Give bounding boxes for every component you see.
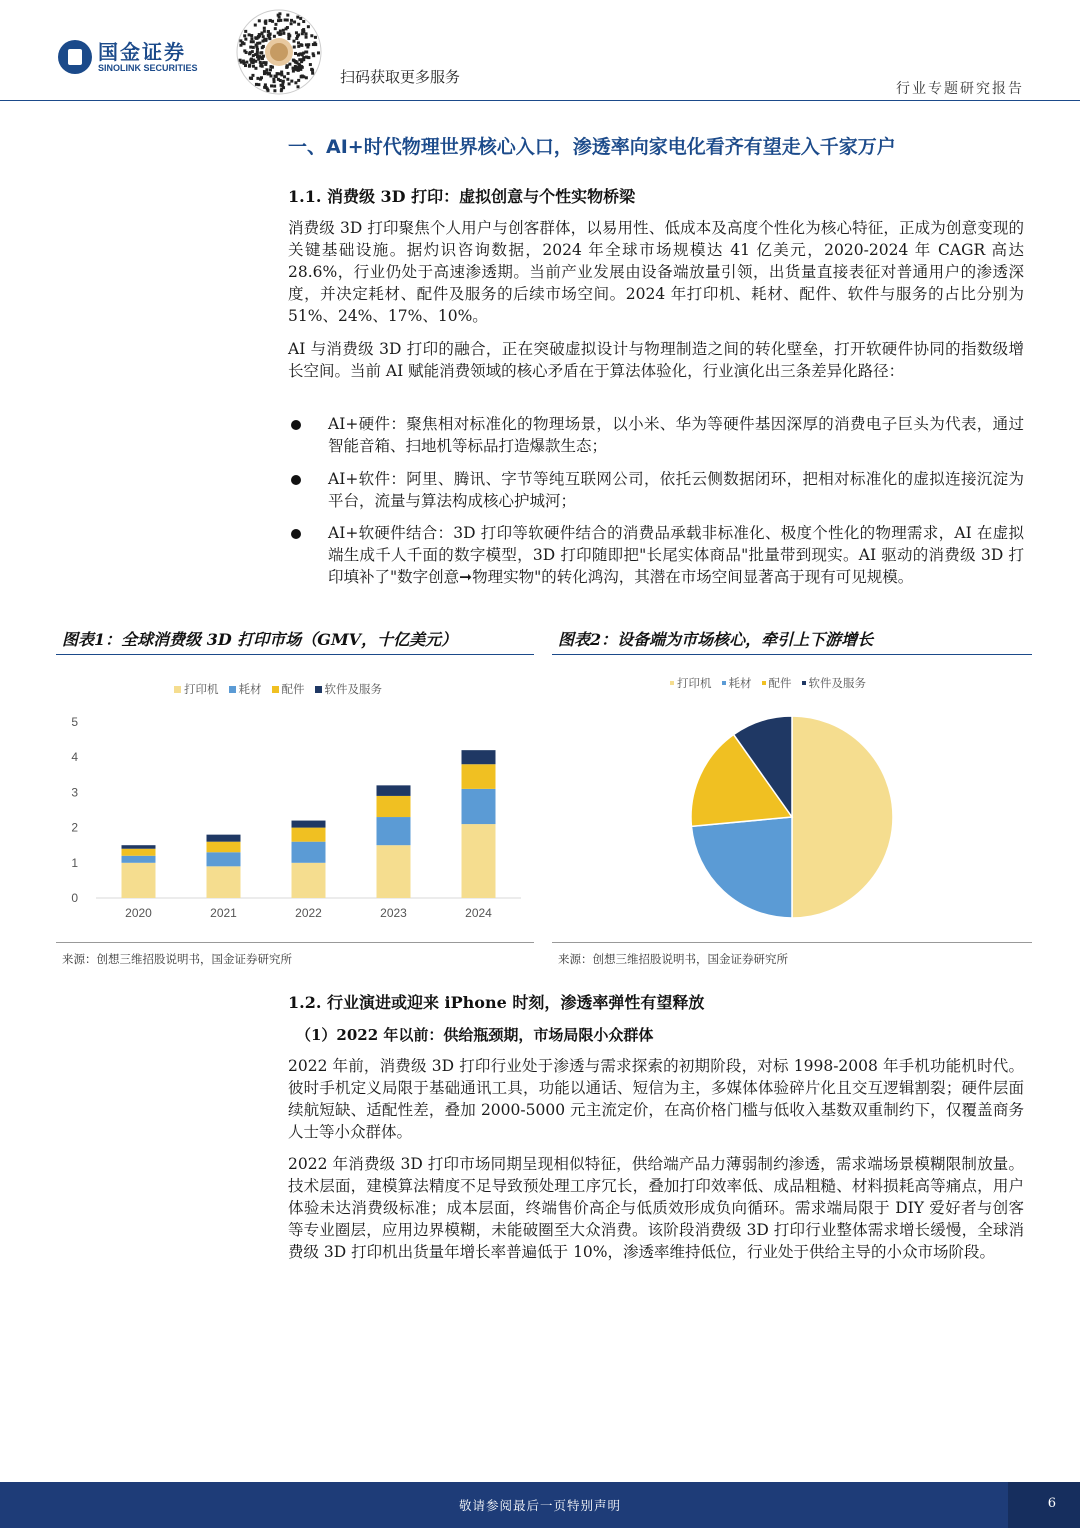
legend-swatch [802,681,806,685]
company-logo [58,40,198,74]
figure-2-top-rule [552,654,1032,655]
legend-item [802,675,867,691]
bar-segment [122,863,156,898]
figure-1-top-rule [56,654,534,655]
bar-segment [122,856,156,863]
footer-page-box [1008,1482,1080,1528]
legend-label: 软件及服务 [324,682,382,696]
figure-2-bottom-rule [552,942,1032,943]
legend-item [174,681,219,697]
y-tick-label: 2 [71,820,78,835]
legend-label: 配件 [281,682,305,696]
pie-chart [690,715,894,919]
bar-segment [122,845,156,849]
bullet-item [288,468,1024,512]
bar-segment [377,785,411,796]
legend-swatch [272,686,279,693]
legend-label: 耗材 [728,676,752,690]
bullet-item [288,413,1024,457]
qr-caption: 扫码获取更多服务 [340,68,461,86]
bullet-dot-icon [291,475,301,485]
bar-segment [377,845,411,898]
logo-cn-text: 国金证券 [98,39,186,64]
subsection-1-1-title: 1.1. 消费级 3D 打印：虚拟创意与个性实物桥梁 [288,187,636,206]
bullet-text: AI+软件：阿里、腾讯、字节等纯互联网公司，依托云侧数据闭环，把相对标准化的虚拟连接沉淀为平台，流量与算法构成核心护城河； [328,470,1024,510]
figure-1-source: 来源：创想三维招股说明书，国金证券研究所 [62,952,292,966]
legend-swatch [315,686,322,693]
pie-chart-legend [670,675,876,691]
bar-segment [122,849,156,856]
figure-2-title: 图表2：设备端为市场核心，牵引上下游增长 [558,630,874,649]
qr-code-icon[interactable] [235,8,323,96]
bar-chart-legend [174,681,392,697]
x-tick-label: 2022 [295,906,322,920]
legend-item [272,681,305,697]
page-header [0,0,1080,100]
legend-label: 软件及服务 [808,676,866,690]
bar-segment [207,866,241,898]
stacked-bar-chart [56,700,534,935]
legend-swatch [762,681,766,685]
header-divider [0,100,1080,101]
paragraph-1-1-a: 消费级 3D 打印聚焦个人用户与创客群体，以易用性、低成本及高度个性化为核心特征，正成为创意变现的关键基础设施。据灼识咨询数据，2024 年全球市场规模达 41 亿美元，2020-2024 年 CAGR 高达 28.6%，行业仍处于高速渗透期。当前产业发展由设备端放量引领，出货量直接表征对普通用户的渗透深度，并决定耗材、配件及服务的后续市场空间。2024 年打印机、耗材、配件、软件与服务的占比分别为 51%、24%、17%、10%。 [288,219,1024,325]
figure-1-title: 图表1：全球消费级 3D 打印市场（GMV，十亿美元） [62,630,458,649]
x-tick-label: 2024 [465,906,492,920]
bullet-dot-icon [291,420,301,430]
bar-segment [377,796,411,817]
legend-item [670,675,712,691]
paragraph-1-2-b: 2022 年消费级 3D 打印市场同期呈现相似特征，供给端产品力薄弱制约渗透，需求端场景模糊限制放量。技术层面，建模算法精度不足导致预处理工序冗长，叠加打印效率低、成品粗糙、材料损耗高等痛点，用户体验未达消费级标准；成本层面，终端售价高企与低质效形成负向循环。需求端局限于 DIY 爱好者与创客等专业圈层，应用边界模糊，未能破圈至大众消费。该阶段消费级 3D 打印行业整体需求增长缓慢，全球消费级 3D 打印机出货量年增长率普遍低于 10%，渗透率维持低位，行业处于供给主导的小众市场阶段。 [288,1155,1024,1261]
subsection-1-2-subtitle: （1）2022 年以前：供给瓶颈期，市场局限小众群体 [296,1026,654,1044]
bullet-text: AI+硬件：聚焦相对标准化的物理场景，以小米、华为等硬件基因深厚的消费电子巨头为代表，通过智能音箱、扫地机等标品打造爆款生态； [328,415,1024,455]
legend-item [722,675,752,691]
logo-en-text: SINOLINK SECURITIES [98,62,198,73]
bar-segment [292,842,326,863]
footer-notice: 敬请参阅最后一页特别声明 [458,1498,621,1513]
x-tick-label: 2020 [125,906,152,920]
paragraph-1-1-b: AI 与消费级 3D 打印的融合，正在突破虚拟设计与物理制造之间的转化壁垒，打开软硬件协同的指数级增长空间。当前 AI 赋能消费领域的核心矛盾在于算法体验化，行业演化出三条差异化路径： [288,340,1024,380]
paragraph-1-2-a: 2022 年前，消费级 3D 打印行业处于渗透与需求探索的初期阶段，对标 1998-2008 年手机功能机时代。彼时手机定义局限于基础通讯工具，功能以通话、短信为主，多媒体体验碎片化且交互逻辑割裂；硬件层面续航短缺、适配性差，叠加 2000-5000 元主流定价，在高价格门槛与低收入基数双重制约下，仅覆盖商务人士等小众群体。 [288,1057,1024,1141]
bar-segment [292,821,326,828]
bar-segment [377,817,411,845]
section-title: 一、AI+时代物理世界核心入口，渗透率向家电化看齐有望走入千家万户 [288,136,896,158]
legend-item [762,675,792,691]
legend-label: 配件 [768,676,792,690]
page-footer [0,1482,1080,1528]
legend-label: 耗材 [238,682,262,696]
legend-swatch [229,686,236,693]
bullet-dot-icon [291,529,301,539]
bar-segment [462,789,496,824]
bullet-item [288,522,1024,588]
legend-swatch [722,681,726,685]
pie-slice [691,817,792,918]
x-tick-label: 2021 [210,906,237,920]
y-tick-label: 1 [71,855,78,870]
bullet-text: AI+软硬件结合：3D 打印等软硬件结合的消费品承载非标准化、极度个性化的物理需求，AI 在虚拟端生成千人千面的数字模型，3D 打印随即把"长尾实体商品"批量带到现实。AI 驱动的消费级 3D 打印填补了"数字创意➞物理实物"的转化鸿沟，其潜在市场空间显著高于现有可见规模。 [328,524,1024,586]
bar-segment [292,828,326,842]
legend-swatch [670,681,674,685]
legend-item [315,681,383,697]
legend-swatch [174,686,181,693]
legend-label: 打印机 [677,676,712,690]
subsection-1-2-title: 1.2. 行业演进或迎来 iPhone 时刻，渗透率弹性有望释放 [288,993,705,1012]
legend-label: 打印机 [184,682,219,696]
bar-segment [462,824,496,898]
figure-2-source: 来源：创想三维招股说明书，国金证券研究所 [558,952,788,966]
y-tick-label: 0 [71,891,78,905]
bar-segment [462,764,496,789]
logo-mark-icon [58,40,92,74]
legend-item [229,681,262,697]
bar-segment [207,835,241,842]
y-tick-label: 5 [71,715,78,729]
x-tick-label: 2023 [380,906,407,920]
bar-segment [207,852,241,866]
bar-segment [207,842,241,853]
bar-segment [462,750,496,764]
bar-segment [292,863,326,898]
report-type-label: 行业专题研究报告 [896,81,1024,97]
page-number: 6 [1047,1496,1056,1511]
figure-1-bottom-rule [56,942,534,943]
y-tick-label: 4 [71,750,78,765]
pie-slice [792,716,893,918]
y-tick-label: 3 [71,785,78,800]
